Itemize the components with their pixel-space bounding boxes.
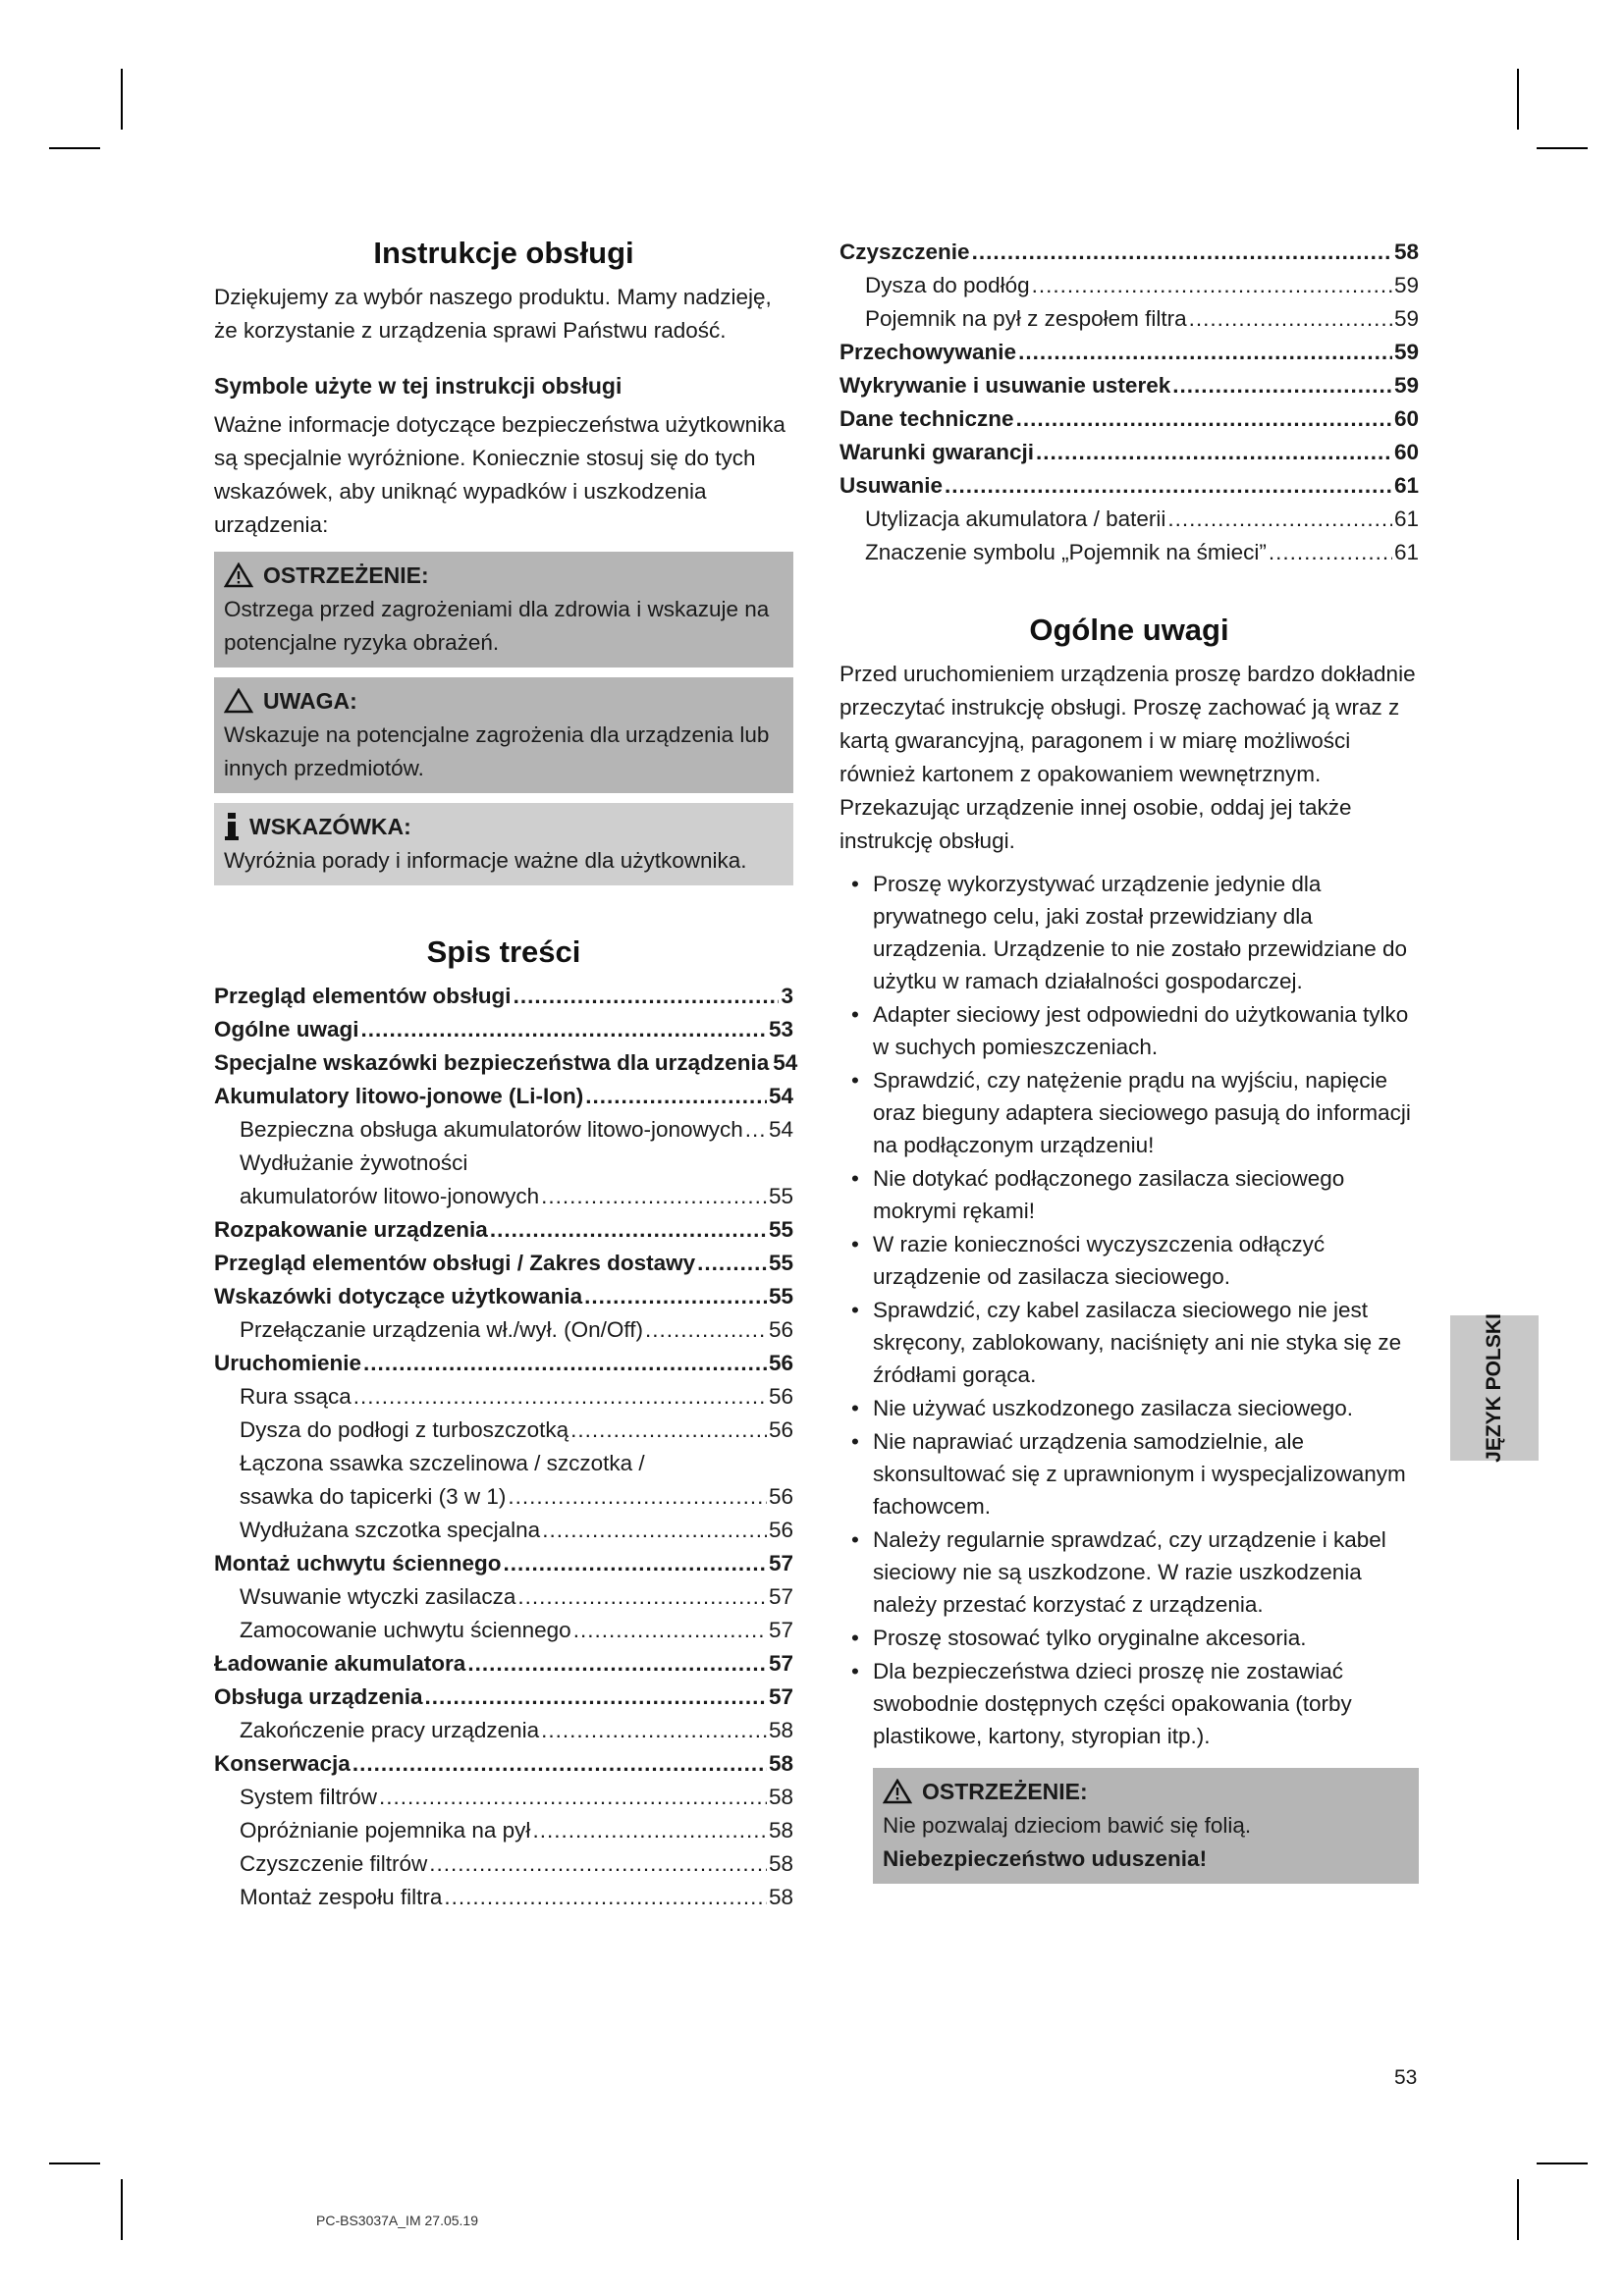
toc-entry-page: 57 <box>768 1584 793 1609</box>
toc-entry-page: 58 <box>768 1751 793 1776</box>
bullet-item: • Nie używać uszkodzonego zasilacza sieciowego. <box>839 1392 1419 1424</box>
warning-label: OSTRZEŻENIE: <box>922 1779 1088 1804</box>
toc-dot-leader <box>514 980 780 1013</box>
toc-entry <box>214 1414 793 1447</box>
toc-dot-leader <box>1036 436 1392 469</box>
toc-entry-label: Czyszczenie filtrów <box>240 1851 428 1876</box>
toc-entry-label: Usuwanie <box>839 473 944 498</box>
warning-triangle-icon <box>883 1779 912 1804</box>
toc-entry-label: Wydłużana szczotka specjalna <box>240 1518 541 1542</box>
toc-entry-label: Dysza do podłóg <box>865 273 1030 297</box>
toc-entry-page: 61 <box>1393 507 1419 531</box>
toc-entry-label: Czyszczenie <box>839 240 970 264</box>
toc-entry-page: 56 <box>768 1384 793 1409</box>
toc-entry-page: 60 <box>1393 406 1419 431</box>
toc-dot-leader <box>645 1313 767 1347</box>
toc-entry-page: 3 <box>781 984 793 1008</box>
warning-box <box>214 552 793 667</box>
toc-entry <box>214 1580 793 1614</box>
toc-dot-leader <box>585 1080 767 1113</box>
toc-entry-label: Dysza do podłogi z turboszczotką <box>240 1417 569 1442</box>
toc-entry-label: Dane techniczne <box>839 406 1014 431</box>
toc-entry <box>214 1714 793 1747</box>
note-box <box>214 803 793 885</box>
toc-entry <box>839 269 1419 302</box>
toc-dot-leader <box>379 1781 767 1814</box>
toc-entry-label: Przegląd elementów obsługi <box>214 984 512 1008</box>
toc-entry-label: Utylizacja akumulatora / baterii <box>865 507 1166 531</box>
table-of-contents <box>214 980 798 1914</box>
toc-dot-leader <box>570 1414 767 1447</box>
toc-dot-leader <box>508 1480 767 1514</box>
toc-entry-label: Pojemnik na pył z zespołem filtra <box>865 306 1187 331</box>
toc-entry <box>839 302 1419 336</box>
toc-entry-page: 57 <box>768 1618 793 1642</box>
toc-entry-page: 56 <box>768 1417 793 1442</box>
toc-entry-label: Znaczenie symbolu „Pojemnik na śmieci” <box>865 540 1267 564</box>
toc-entry-label: Rura ssąca <box>240 1384 352 1409</box>
toc-entry <box>839 536 1419 569</box>
toc-entry <box>214 1013 793 1046</box>
toc-dot-leader <box>584 1280 767 1313</box>
toc-title: Spis treści <box>426 934 581 969</box>
intro-text: Dziękujemy za wybór naszego produktu. Mamy nadzieję, że korzystanie z urządzenia sprawi Państwu radość. <box>214 285 772 343</box>
toc-entry-label: Bezpieczna obsługa akumulatorów litowo-jonowych <box>240 1117 743 1142</box>
toc-entry-label: Przełączanie urządzenia wł./wył. (On/Off) <box>240 1317 643 1342</box>
caution-label: UWAGA: <box>263 688 357 714</box>
toc-entry <box>214 1647 793 1681</box>
child-warning-text <box>883 1809 1409 1876</box>
toc-entry <box>214 1147 793 1180</box>
child-warning-normal: Nie pozwalaj dzieciom bawić się folią. <box>883 1813 1252 1838</box>
caution-triangle-icon <box>224 688 253 714</box>
toc-entry-label: Przechowywanie <box>839 340 1017 364</box>
toc-entry <box>214 1447 793 1480</box>
crop-mark <box>1517 69 1519 130</box>
toc-entry <box>214 1280 793 1313</box>
toc-entry-page: 54 <box>768 1117 793 1142</box>
toc-entry <box>214 1080 793 1113</box>
toc-dot-leader <box>945 469 1392 503</box>
toc-entry-label: Obsługa urządzenia <box>214 1684 423 1709</box>
toc-entry-page: 56 <box>768 1317 793 1342</box>
toc-entry <box>214 1380 793 1414</box>
toc-entry-label: Wsuwanie wtyczki zasilacza <box>240 1584 516 1609</box>
toc-entry <box>214 1480 793 1514</box>
toc-entry <box>839 469 1419 503</box>
toc-entry <box>214 1547 793 1580</box>
toc-dot-leader <box>541 1714 767 1747</box>
toc-dot-leader <box>972 236 1392 269</box>
toc-dot-leader <box>745 1113 767 1147</box>
toc-entry <box>214 1781 793 1814</box>
child-warning-bold: Niebezpieczeństwo uduszenia! <box>883 1846 1208 1871</box>
bullet-item: • W razie konieczności wyczyszczenia odłączyć urządzenie od zasilacza sieciowego. <box>839 1228 1419 1293</box>
toc-entry-page: 59 <box>1393 273 1419 297</box>
toc-entry-label: Warunki gwarancji <box>839 440 1034 464</box>
symbols-text: Ważne informacje dotyczące bezpieczeństwa użytkownika są specjalnie wyróżnione. Koniecznie stosuj się do tych wskazówek, aby uniknąć wypadków i uszkodzenia urządzenia: <box>214 412 785 537</box>
toc-entry-label: Zamocowanie uchwytu ściennego <box>240 1618 571 1642</box>
toc-dot-leader <box>542 1514 767 1547</box>
toc-entry-page: 55 <box>768 1284 793 1308</box>
toc-entry-page: 58 <box>1393 240 1419 264</box>
toc-entry-label: Specjalne wskazówki bezpieczeństwa dla urządzenia <box>214 1050 770 1075</box>
language-label: JĘZYK POLSKI <box>1483 1313 1506 1463</box>
general-notes-title: Ogólne uwagi <box>1029 613 1229 647</box>
toc-entry <box>839 369 1419 402</box>
table-of-contents-continued <box>839 236 1419 569</box>
child-warning-box <box>873 1768 1419 1884</box>
toc-entry-label: Ładowanie akumulatora <box>214 1651 466 1676</box>
caution-text: Wskazuje na potencjalne zagrożenia dla urządzenia lub innych przedmiotów. <box>224 722 770 780</box>
toc-entry-page: 56 <box>768 1351 793 1375</box>
toc-dot-leader <box>353 1380 767 1414</box>
toc-entry-label: Montaż uchwytu ściennego <box>214 1551 502 1575</box>
toc-entry-page: 57 <box>768 1651 793 1676</box>
toc-entry-label: Akumulatory litowo-jonowe (Li-Ion) <box>214 1084 584 1108</box>
toc-entry <box>839 402 1419 436</box>
bullet-item: • Sprawdzić, czy natężenie prądu na wyjściu, napięcie oraz bieguny adaptera sieciowego pasują do informacji na podłączonym urządzeniu! <box>839 1064 1419 1161</box>
symbols-heading: Symbole użyte w tej instrukcji obsługi <box>214 373 623 399</box>
toc-entry <box>214 1614 793 1647</box>
toc-dot-leader <box>517 1580 767 1614</box>
toc-entry-label: Uruchomienie <box>214 1351 362 1375</box>
toc-entry-page: 53 <box>768 1017 793 1041</box>
toc-entry <box>214 1847 793 1881</box>
bullet-item: • Dla bezpieczeństwa dzieci proszę nie zostawiać swobodnie dostępnych części opakowania (torby plastikowe, kartony, styropian itp.). <box>839 1655 1419 1752</box>
toc-entry-label: Wskazówki dotyczące użytkowania <box>214 1284 583 1308</box>
warning-label: OSTRZEŻENIE: <box>263 562 429 588</box>
info-icon <box>224 813 240 840</box>
toc-dot-leader <box>1018 336 1392 369</box>
toc-entry-page: 55 <box>768 1217 793 1242</box>
toc-dot-leader <box>361 1013 767 1046</box>
safety-bullet-list <box>839 868 1419 1752</box>
toc-dot-leader <box>532 1814 767 1847</box>
toc-dot-leader <box>490 1213 767 1247</box>
toc-entry-page: 59 <box>1393 340 1419 364</box>
toc-entry <box>214 1247 793 1280</box>
toc-entry-page: 61 <box>1393 540 1419 564</box>
toc-entry-label: ssawka do tapicerki (3 w 1) <box>240 1484 507 1509</box>
bullet-item: • Proszę stosować tylko oryginalne akcesoria. <box>839 1622 1419 1654</box>
toc-entry-page: 59 <box>1393 306 1419 331</box>
warning-triangle-icon <box>224 562 253 588</box>
footer-document-code: PC-BS3037A_IM 27.05.19 <box>316 2213 478 2228</box>
crop-mark <box>49 147 100 149</box>
left-column <box>214 236 798 1914</box>
page-number: 53 <box>1394 2066 1418 2089</box>
toc-dot-leader <box>444 1881 767 1914</box>
toc-entry-label: akumulatorów litowo-jonowych <box>240 1184 540 1208</box>
toc-dot-leader <box>363 1347 767 1380</box>
toc-entry-label: Łączona ssawka szczelinowa / szczotka / <box>240 1451 645 1475</box>
toc-entry-page: 54 <box>768 1084 793 1108</box>
toc-entry-label: Konserwacja <box>214 1751 351 1776</box>
toc-entry <box>839 436 1419 469</box>
toc-dot-leader <box>1269 536 1392 569</box>
caution-box <box>214 677 793 793</box>
toc-entry-page: 58 <box>768 1885 793 1909</box>
toc-dot-leader <box>504 1547 767 1580</box>
toc-entry-page: 55 <box>768 1184 793 1208</box>
toc-entry-label: Montaż zespołu filtra <box>240 1885 443 1909</box>
toc-entry <box>214 1347 793 1380</box>
right-column <box>839 236 1419 1884</box>
crop-mark <box>1517 2179 1519 2240</box>
toc-entry-label: Wydłużanie żywotności <box>240 1150 468 1175</box>
toc-entry <box>214 980 793 1013</box>
toc-dot-leader <box>1172 369 1392 402</box>
toc-dot-leader <box>467 1647 767 1681</box>
toc-entry-label: Ogólne uwagi <box>214 1017 359 1041</box>
crop-mark <box>121 2179 123 2240</box>
toc-entry-page: 58 <box>768 1785 793 1809</box>
toc-entry <box>214 1681 793 1714</box>
note-label: WSKAZÓWKA: <box>249 814 411 839</box>
toc-dot-leader <box>352 1747 767 1781</box>
toc-entry <box>214 1213 793 1247</box>
toc-entry-page: 56 <box>768 1518 793 1542</box>
note-text: Wyróżnia porady i informacje ważne dla użytkownika. <box>224 848 747 873</box>
toc-entry-label: Przegląd elementów obsługi / Zakres dostawy <box>214 1251 696 1275</box>
crop-mark <box>1537 2163 1588 2164</box>
toc-entry-page: 57 <box>768 1684 793 1709</box>
toc-dot-leader <box>541 1180 767 1213</box>
toc-entry-label: Zakończenie pracy urządzenia <box>240 1718 540 1742</box>
bullet-item: • Należy regularnie sprawdzać, czy urządzenie i kabel sieciowy nie są uszkodzone. W razie uszkodzenia należy przestać korzystać z urządzenia. <box>839 1523 1419 1621</box>
toc-entry <box>214 1514 793 1547</box>
toc-dot-leader <box>429 1847 767 1881</box>
toc-entry <box>839 503 1419 536</box>
toc-entry <box>214 1814 793 1847</box>
toc-entry <box>214 1313 793 1347</box>
toc-entry-page: 60 <box>1393 440 1419 464</box>
toc-entry <box>214 1881 793 1914</box>
crop-mark <box>49 2163 100 2164</box>
toc-dot-leader <box>697 1247 767 1280</box>
bullet-item: • Nie dotykać podłączonego zasilacza sieciowego mokrymi rękami! <box>839 1162 1419 1227</box>
crop-mark <box>1537 147 1588 149</box>
toc-entry-page: 56 <box>768 1484 793 1509</box>
toc-dot-leader <box>1016 402 1392 436</box>
toc-entry-label: Opróżnianie pojemnika na pył <box>240 1818 531 1842</box>
bullet-item: • Adapter sieciowy jest odpowiedni do użytkowania tylko w suchych pomieszczeniach. <box>839 998 1419 1063</box>
crop-mark <box>121 69 123 130</box>
toc-entry-page: 55 <box>768 1251 793 1275</box>
bullet-item: • Proszę wykorzystywać urządzenie jedynie dla prywatnego celu, jaki został przewidziany dla urządzenia. Urządzenie to nie zostało przewidziane do użytku w ramach działalności gospodarczej. <box>839 868 1419 997</box>
toc-entry-label: System filtrów <box>240 1785 378 1809</box>
toc-entry-page: 58 <box>768 1718 793 1742</box>
toc-entry <box>214 1747 793 1781</box>
toc-entry-label: Wykrywanie i usuwanie usterek <box>839 373 1171 398</box>
toc-entry-page: 61 <box>1393 473 1419 498</box>
toc-entry-page: 59 <box>1393 373 1419 398</box>
toc-dot-leader <box>1032 269 1392 302</box>
general-notes-intro: Przed uruchomieniem urządzenia proszę bardzo dokładnie przeczytać instrukcję obsługi. Proszę zachować ją wraz z kartą gwarancyjną, paragonem i w miarę możliwości również kartonem z opakowaniem wewnętrznym. Przekazując urządzenie innej osobie, oddaj jej także instrukcję obsługi. <box>839 662 1416 853</box>
toc-entry-page: 54 <box>773 1050 798 1075</box>
toc-dot-leader <box>425 1681 767 1714</box>
toc-entry-page: 58 <box>768 1851 793 1876</box>
toc-entry <box>839 236 1419 269</box>
toc-dot-leader <box>1189 302 1392 336</box>
toc-entry <box>214 1113 793 1147</box>
language-side-tab <box>1450 1315 1539 1461</box>
toc-entry <box>214 1046 798 1080</box>
toc-dot-leader <box>573 1614 767 1647</box>
toc-entry-label: Rozpakowanie urządzenia <box>214 1217 488 1242</box>
toc-entry <box>214 1180 793 1213</box>
toc-entry-page: 57 <box>768 1551 793 1575</box>
bullet-item: • Nie naprawiać urządzenia samodzielnie, ale skonsultować się z uprawnionym i wyspecjalizowanym fachowcem. <box>839 1425 1419 1522</box>
page-title: Instrukcje obsługi <box>373 236 634 270</box>
toc-dot-leader <box>1167 503 1392 536</box>
toc-entry-page: 58 <box>768 1818 793 1842</box>
warning-text: Ostrzega przed zagrożeniami dla zdrowia i wskazuje na potencjalne ryzyka obrażeń. <box>224 597 770 655</box>
bullet-item: • Sprawdzić, czy kabel zasilacza sieciowego nie jest skręcony, zablokowany, naciśnięty ani nie styka się ze źródłami gorąca. <box>839 1294 1419 1391</box>
toc-entry <box>839 336 1419 369</box>
